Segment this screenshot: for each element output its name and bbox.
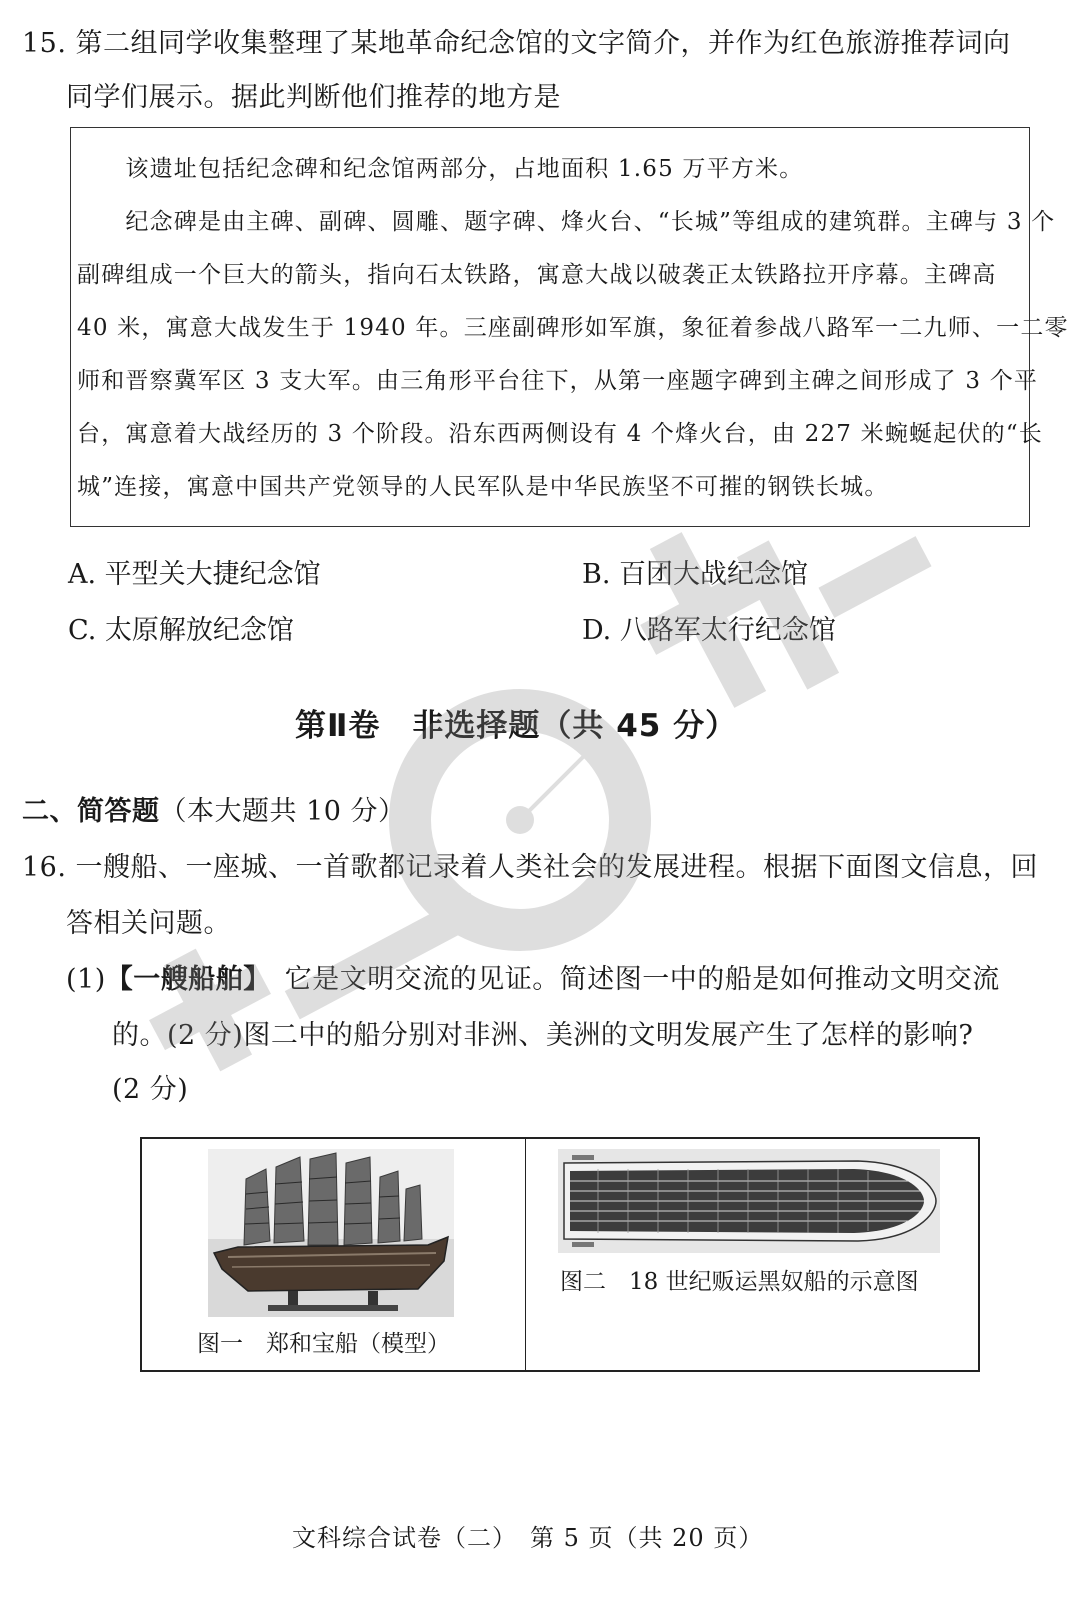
- q16-part1-line1: [66, 960, 1000, 1000]
- passage-line: 台，寓意着大战经历的 3 个阶段。沿东西两侧设有 4 个烽火台，由 227 米蜿蜒起伏的“长: [77, 421, 1043, 447]
- page-footer: 文科综合试卷（二） 第 5 页（共 20 页）: [292, 1524, 764, 1552]
- subsection-bold: 二、简答题: [22, 796, 160, 827]
- figure-1-caption: 图一 郑和宝船（模型）: [197, 1331, 450, 1357]
- q15-option-d: D. 八路军太行纪念馆: [582, 615, 836, 646]
- q16-part1-number: (1): [66, 964, 106, 995]
- q16-stem-line1: 16. 一艘船、一座城、一首歌都记录着人类社会的发展进程。根据下面图文信息，回: [22, 852, 1039, 883]
- passage-line: 城”连接，寓意中国共产党领导的人民军队是中华民族坚不可摧的钢铁长城。: [77, 474, 889, 500]
- q16-part1-text: 它是文明交流的见证。简述图一中的船是如何推动文明交流: [257, 964, 1000, 995]
- slave-ship-diagram-image: [558, 1149, 940, 1253]
- subsection-heading: [22, 792, 406, 832]
- q15-option-c: C. 太原解放纪念馆: [68, 615, 294, 646]
- q15-passage-box: [70, 127, 1069, 527]
- passage-line: 师和晋察冀军区 3 支大军。由三角形平台往下，从第一座题字碑到主碑之间形成了 3 个平: [77, 368, 1039, 394]
- figure-box: [140, 1137, 980, 1372]
- passage-line: 纪念碑是由主碑、副碑、圆雕、题字碑、烽火台、“长城”等组成的建筑群。主碑与 3 个: [77, 209, 1056, 235]
- watermark-text: 晋一中考: [130, 505, 195, 524]
- q16-part1-line3: (2 分): [112, 1074, 189, 1105]
- passage-line: 40 米，寓意大战发生于 1940 年。三座副碑形如军旗，象征着参战八路军一二九师、一二零: [77, 315, 1069, 341]
- q15-option-b: B. 百团大战纪念馆: [582, 559, 809, 590]
- figure-2-caption: 图二 18 世纪贩运黑奴船的示意图: [560, 1269, 919, 1295]
- q15-option-a: A. 平型关大捷纪念馆: [68, 559, 321, 590]
- passage-line: 该遗址包括纪念碑和纪念馆两部分，占地面积 1.65 万平方米。: [77, 156, 804, 182]
- q16-part1-line2: 的。(2 分)图二中的船分别对非洲、美洲的文明发展产生了怎样的影响?: [112, 1020, 974, 1051]
- subsection-note: （本大题共 10 分）: [159, 796, 406, 827]
- treasure-ship-model-image: [208, 1149, 454, 1317]
- figure-1-cell: [142, 1139, 526, 1370]
- figure-2-cell: [526, 1139, 978, 1370]
- q16-part1-tag: 【一艘船舶】: [105, 964, 258, 995]
- passage-line: 副碑组成一个巨大的箭头，指向石太铁路，寓意大战以破袭正太铁路拉开序幕。主碑高: [77, 262, 997, 288]
- q16-stem-line2: 答相关问题。: [66, 908, 231, 939]
- section-title: 第Ⅱ卷 非选择题（共 45 分）: [295, 708, 738, 744]
- q15-stem-line1: 15. 第二组同学收集整理了某地革命纪念馆的文字简介，并作为红色旅游推荐词向: [22, 28, 1011, 59]
- q15-stem-line2: 同学们展示。据此判断他们推荐的地方是: [66, 82, 561, 113]
